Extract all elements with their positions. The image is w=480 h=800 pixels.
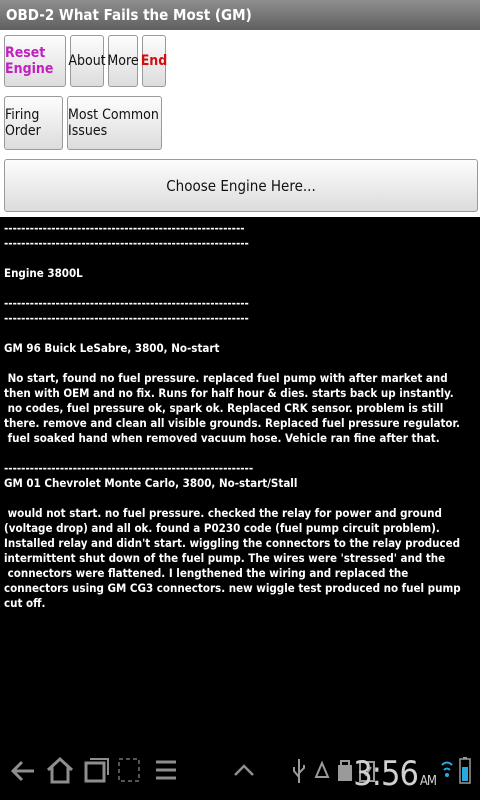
content-line: Engine 3800L [4,266,83,280]
shopping-bag-icon [336,757,354,783]
reset-engine-button[interactable]: Reset Engine [4,35,66,87]
clock-time: 3:56 [353,754,418,794]
app-title: OBD-2 What Fails the Most (GM) [6,6,252,24]
app-title-bar [0,0,480,30]
menu-icon[interactable] [153,757,179,783]
usb-icon [292,757,306,785]
system-nav-bar [0,743,480,800]
battery-icon [456,755,474,787]
wifi-icon [440,757,454,785]
content-line: no codes, fuel pressure ok, spark ok. Replaced CRK sensor. problem is still there. remove and clean all visible grounds. Replaced fuel pressure regulator. [4,401,460,430]
choose-engine-button[interactable]: Choose Engine Here... [4,159,478,212]
end-button[interactable]: End [142,35,166,87]
chevron-up-icon[interactable] [232,761,256,779]
content-line: GM 96 Buick LeSabre, 3800, No-start [4,341,220,355]
clock [353,754,436,794]
content-line [4,356,476,371]
issues-text-area[interactable] [0,217,480,743]
about-button[interactable]: About [70,35,104,87]
content-line: --------------------------------------------------------- [4,236,249,250]
content-line [4,326,476,341]
content-line: --------------------------------------------------------- [4,296,249,310]
content-line: --------------------------------------------------------- [4,311,249,325]
content-line: -------------------------------------------------------- [4,221,245,235]
content-line [4,446,476,461]
more-button[interactable]: More [108,35,138,87]
most-common-issues-button[interactable]: Most Common Issues [67,96,162,150]
content-line: would not start. no fuel pressure. checked the relay for power and ground (voltage drop) and all ok. found a P0230 code (fuel pump circuit problem). [4,506,446,535]
content-line [4,251,476,266]
content-line: connectors were flattened. I lengthened the wiring and replaced the connectors using GM CG3 connectors. new wiggle test produced no fuel pump cut off. [4,566,465,610]
firing-order-button[interactable]: Firing Order [4,96,63,150]
content-line: No start, found no fuel pressure. replaced fuel pump with after market and then with OEM and no fix. Runs for half hour & dies. starts back up instantly. [4,371,454,400]
screenshot-icon[interactable] [116,755,142,785]
content-line: fuel soaked hand when removed vacuum hose. Vehicle ran fine after that. [4,431,440,445]
recycle-icon [312,757,332,783]
content-line [4,491,476,506]
back-icon[interactable] [8,756,38,786]
content-line: ---------------------------------------------------------- [4,461,254,475]
recent-apps-icon[interactable] [82,755,110,785]
content-line: Installed relay and didn't start. wiggling the connectors to the relay produced intermittent shut down of the fuel pump. The wires were 'stressed' and the [4,536,464,565]
content-line: GM 01 Chevrolet Monte Carlo, 3800, No-start/Stall [4,476,298,490]
clock-ampm: AM [419,774,436,789]
home-icon[interactable] [44,754,76,786]
content-line [4,281,476,296]
